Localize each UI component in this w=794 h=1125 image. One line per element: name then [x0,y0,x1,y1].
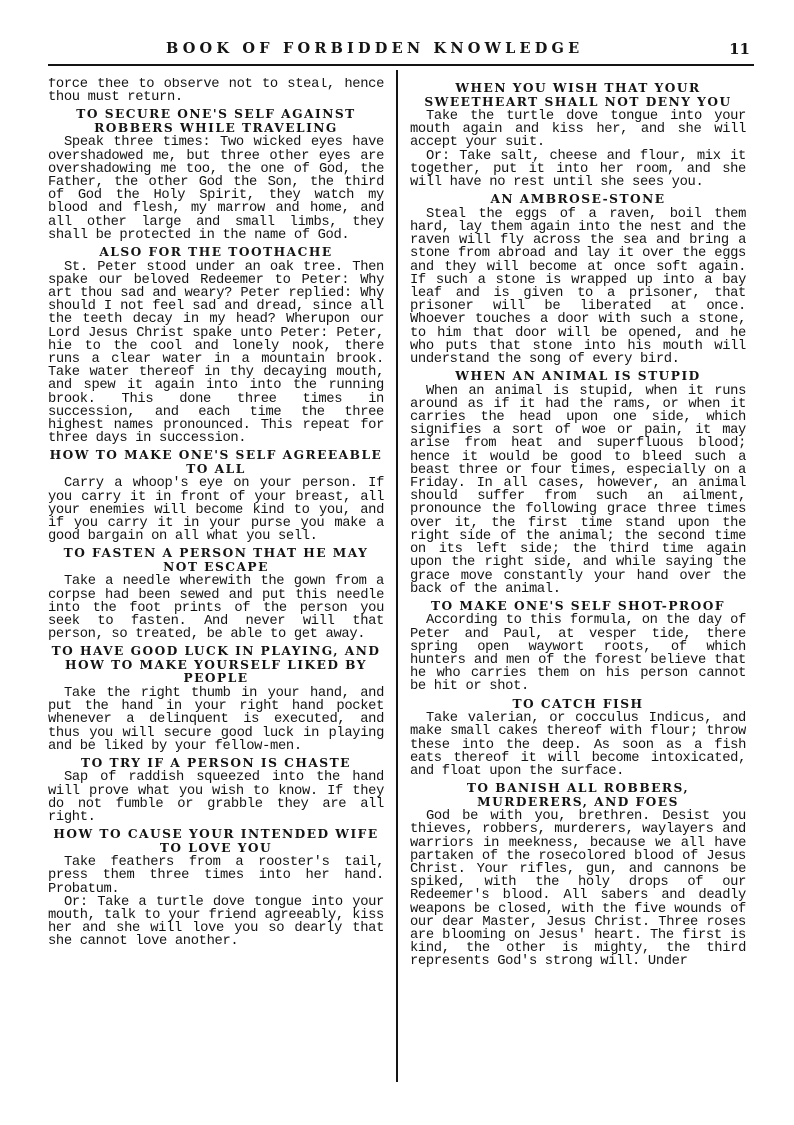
section-paragraph: Sap of raddish squeezed into the hand will prove what you wish to know. If they do not fumble or grabble they are all right. [48,770,384,826]
section-paragraph: Carry a whoop's eye on your person. If you carry it in front of your breast, all your enemies will become kind to you, and if you carry it in your purse you make a good bargain on all what you sell. [48,476,384,545]
section-paragraph: God be with you, brethren. Desist you thieves, robbers, murderers, waylayers and warriors in meekness, because we all have partaken of the rosecolored blood of Jesus Christ. Your rifles, gun, and cannons be spiked, with the holy drops of our Redeemer's blood. All sabers and deadly weapons be closed, with the five wounds of our dear Master, Jesus Christ. Three roses are blooming on Jesus' heart. The first is kind, the other is mighty, the third represents God's strong will. Under [410,809,746,970]
section-heading: HOW TO CAUSE YOUR INTENDED WIFE TO LOVE YOU [53,827,379,855]
section-heading: TO CATCH FISH [512,696,644,711]
section-paragraph: Take a needle wherewith the gown from a corpse had been sewed and put this needle into the foot prints of the person you seek to fasten. And never will that person, so treated, be able to get away. [48,574,384,643]
section-heading: WHEN AN ANIMAL IS STUPID [455,369,701,384]
section-heading: TO BANISH ALL ROBBERS, MURDERERS, AND FOES [466,781,690,809]
section-paragraph: Steal the eggs of a raven, boil them hard, lay them again into the nest and the raven will fly across the sea and bring a stone from abroad and lay it over the eggs and they will become at once soft again. If such a stone is wrapped up into a bay leaf and is given to a prisoner, that prisoner will be liberated at once. Whoever touches a door with such a stone, to him that door will be opened, and he who puts that stone into his mouth will understand the song of every bird. [410,206,746,367]
section-paragraph: Or: Take a turtle dove tongue into your mouth, talk to your friend agreeably, kiss her and she will love you so dearly that she cannot love another. [48,894,384,950]
section-heading: ALSO FOR THE TOOTHACHE [99,245,333,260]
section-heading: HOW TO MAKE ONE'S SELF AGREEABLE TO ALL [49,448,383,476]
section-paragraph: Take feathers from a rooster's tail, press them three times into her hand. Probatum. [48,855,384,897]
section-heading: WHEN YOU WISH THAT YOUR SWEETHEART SHALL NOT DENY YOU [424,81,732,109]
right-column [410,78,746,1088]
section-paragraph: Take the turtle dove tongue into your mouth again and kiss her, and she will accept your suit. [410,109,746,151]
section-heading: AN AMBROSE-STONE [490,192,666,207]
column-divider [396,70,398,1082]
section-paragraph: St. Peter stood under an oak tree. Then spake our beloved Redeemer to Peter: Why art thou sad and weary? Peter replied: Why should I not feel sad and dread, since all the teeth decay in my head? Wherupon our Lord Jesus Christ spake unto Peter: Peter, hie to the cool and lonely nook, there runs a clear water in a mountain brook. Take water thereof in thy decaying mouth, and spew it again into into the running brook. This done three times in succession, and each time the three highest names pronounced. This repeat for three days in succession. [48,259,384,447]
left-column [48,78,384,1088]
section-paragraph: According to this formula, on the day of Peter and Paul, at vesper tide, there spring open waywort roots, of which hunters and men of the forest believe that he who carries them on his person cannot be hit or shot. [410,613,746,695]
section-heading: TO FASTEN A PERSON THAT HE MAY NOT ESCAPE [63,546,369,574]
section-heading: TO TRY IF A PERSON IS CHASTE [81,755,351,770]
section-paragraph: Take valerian, or cocculus Indicus, and make small cakes thereof with flour; throw these into the deep. As soon as a fish eats thereof it will become intoxicated, and float upon the surface. [410,711,746,779]
section-paragraph: Or: Take salt, cheese and flour, mix it together, put it into her room, and she will have no rest until she sees you. [410,148,746,191]
section-heading: TO SECURE ONE'S SELF AGAINST ROBBERS WHILE TRAVELING [76,107,356,135]
section-paragraph: When an animal is stupid, when it runs around as if it had the rams, or when it carries the head upon one side, which signifies a sort of woe or pain, it may arise from heat and superfluous blood; hence it would be good to bleed such a beast three or four times, especially on a Friday. In all cases, however, an animal should suffer from such an ailment, pronounce the following grace three times over it, the first time stand upon the right side of the animal; the second time on its left side; the third time again upon the right side, and while saying the grace move constantly your hand over the back of the animal. [410,383,746,597]
continuation-paragraph: force thee to observe not to steal, hence thou must return. [48,78,384,106]
running-title: BOOK OF FORBIDDEN KNOWLEDGE [166,40,584,57]
section-paragraph: Speak three times: Two wicked eyes have overshadowed me, but three other eyes are overshadowing me too, the one of God, the Father, the other God the Son, the third of God the Holy Spirit, they watch my blood and flesh, my marrow and home, and all other large and small limbs, they shall be protected in the name of God. [48,135,384,243]
section-heading: TO HAVE GOOD LUCK IN PLAYING, AND HOW TO MAKE YOURSELF LIKED BY PEOPLE [51,644,381,686]
page-number: 11 [729,40,750,58]
section-heading: TO MAKE ONE'S SELF SHOT-PROOF [430,598,726,613]
page-header [48,38,754,66]
section-paragraph: Take the right thumb in your hand, and put the hand in your right hand pocket whenever a delinquent is executed, and thus you will secure good luck in playing and be liked by your fellow-men. [48,685,384,754]
